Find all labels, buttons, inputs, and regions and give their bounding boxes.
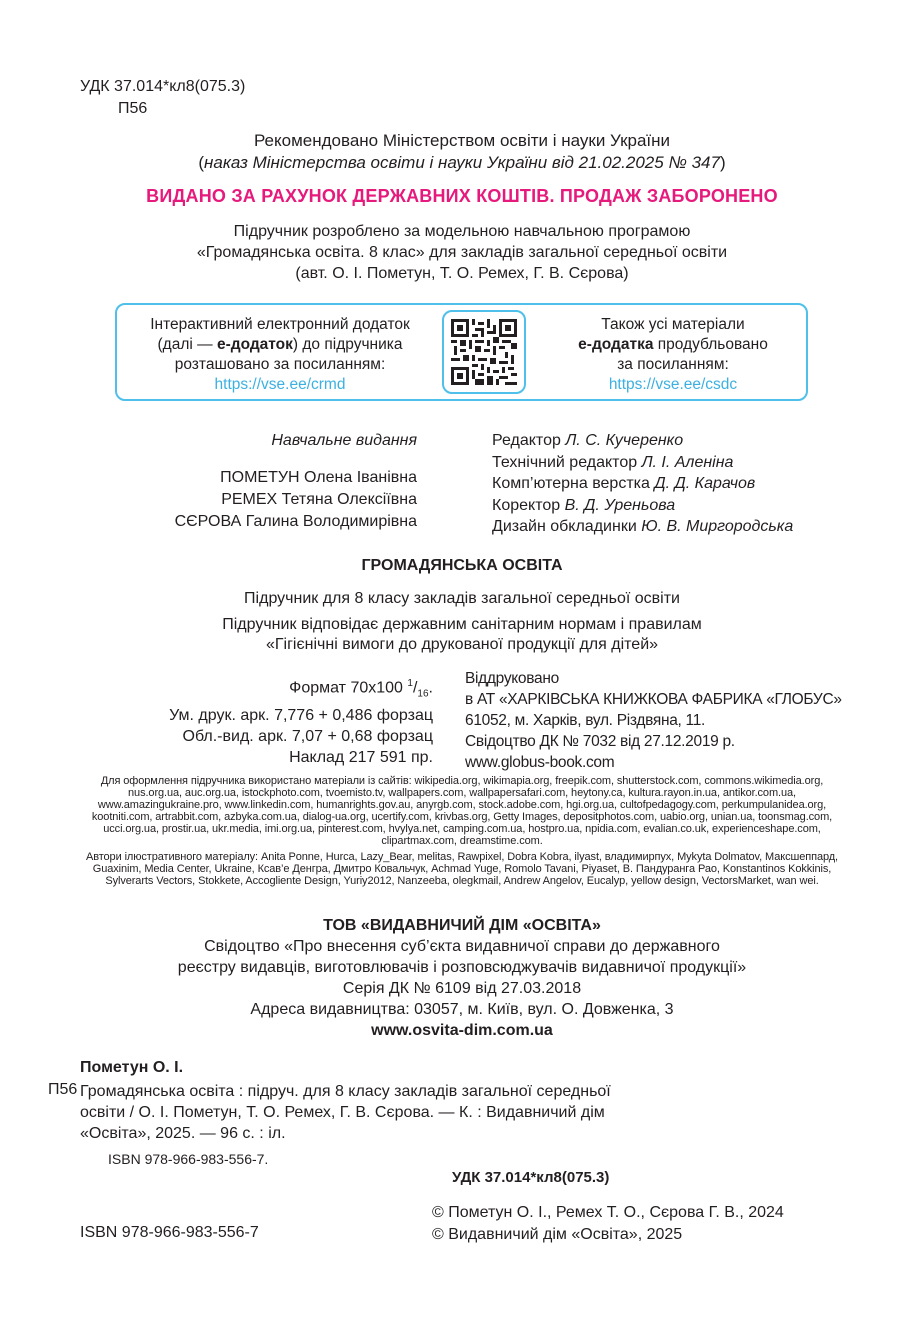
author-name: СЄРОВА Галина Володимирівна — [174, 513, 417, 530]
edodatok-left-line1: Інтерактивний електронний додаток — [150, 316, 410, 333]
staff-role: Технічний редактор — [492, 453, 642, 471]
staff-role: Дизайн обкладинки — [492, 518, 642, 535]
book-description — [0, 589, 924, 655]
image-sources: Для оформлення підручника використано матеріали із сайтів: wikipedia.org, wikimapia.org, freepik.com, shutterstock.com, commons.wikimedia.org, nus.org.ua, auc.org.ua, istockphoto.com, tvoemisto.tv, wallpapers.com, wallpapersafari.com, heytony.ca, kultura.rayon.in.ua, antikor.com.ua, www.amazingukraine.pro, www.linkedin.com, humanrights.gov.au, anyrgb.com, stock.adobe.com, hgi.org.ua, cultofpedagogy.com, perkumpulanidea.org, kootniti.com, artrabbit.com, azbyka.com.ua, dialog-ua.org, ucertify.com, krivbas.org, Getty Images, depositphotos.com, uabio.org, unian.ua, toonsmag.com, ucci.org.ua, prostir.ua, ukr.media, imi.org.ua, pinterest.com, hvylya.net, camping.com.ua, hostpro.ua, npidia.com, evalian.co.uk, experienceshape.com, clipartmax.com, dreamstime.com. — [91, 775, 833, 847]
print-run: Наклад 217 591 пр. — [289, 748, 433, 766]
printer-line2: в АТ «ХАРКІВСЬКА КНИЖКОВА ФАБРИКА «ГЛОБУС» — [465, 691, 842, 708]
copyright-block — [432, 1202, 784, 1246]
paid-notice: ВИДАНО ЗА РАХУНОК ДЕРЖАВНИХ КОШТІВ. ПРОДАЖ ЗАБОРОНЕНО — [146, 186, 778, 206]
staff-name: Л. С. Кучеренко — [565, 432, 684, 449]
catalog-index: П56 — [48, 1081, 78, 1098]
qr-code-icon[interactable] — [451, 319, 517, 390]
format-text: Формат 70x100 — [289, 679, 403, 697]
edodatok-right-line3: за посиланням: — [617, 356, 729, 373]
index-top: П56 — [118, 100, 148, 117]
staff-row — [492, 495, 912, 517]
edodatok-left-line3: розташовано за посиланням: — [174, 356, 386, 373]
isbn: ISBN 978-966-983-556-7 — [80, 1224, 259, 1241]
illustration-authors: Автори ілюстративного матеріалу: Anita Ponne, Hurca, Lazy_Bear, melitas, Rawpixel, Dobra Kobra, ilyast, владимирпух, Mykyta Dolmatov, Максшеппард, Guaxinim, Media Center, Ukraine, Ксав’е Денгра, Дмитро Ковальчук, Achmad Yuge, Romolo Tavani, Piyaset, В. Пандуранга Рао, Konstantinos Kokkinis, Sylverarts Vectors, Stokkete, Accogliente Design, Yuriy2012, Nanzeeba, olegkmail, Andrew Angelov, Eucalyp, yellow design, VectorsMarket, wan wei. — [85, 851, 838, 887]
staff-role: Комп’ютерна верстка — [492, 475, 655, 492]
publisher-line3: реєстру видавців, виготовлювачів і розповсюджувачів видавничої продукції» — [177, 959, 747, 976]
publisher-block — [0, 915, 924, 1041]
edodatok-left-line2 — [125, 335, 435, 355]
edodatok-right-line2 — [548, 335, 798, 355]
staff-row — [492, 516, 912, 538]
catalog-udk: УДК 37.014*кл8(075.3) — [452, 1169, 610, 1186]
frac-num: 1 — [407, 678, 413, 689]
printer-line4: Свідоцтво ДК № 7032 від 27.12.2019 р. — [465, 733, 735, 750]
format-block — [90, 673, 433, 768]
paren-open: ( — [198, 153, 205, 172]
copyright-line: © Пометун О. І., Ремех Т. О., Сєрова Г. В., 2024 — [432, 1204, 784, 1221]
frac-den: 16 — [417, 688, 429, 700]
paren-close: ) — [719, 153, 726, 172]
printer-line3: 61052, м. Харків, вул. Різдвяна, 11. — [465, 712, 706, 729]
text: продубльовано — [653, 336, 768, 353]
program-line2: «Громадянська освіта. 8 клас» для закладів загальної середньої освіти — [196, 244, 728, 261]
subject-title: ГРОМАДЯНСЬКА ОСВІТА — [361, 557, 563, 574]
edodatok-link-2[interactable]: https://vse.ee/csdc — [608, 376, 738, 393]
catalog-isbn: ISBN 978-966-983-556-7. — [108, 1151, 269, 1167]
staff-role: Коректор — [492, 496, 565, 514]
program-line1: Підручник розроблено за модельною навчальною програмою — [233, 223, 691, 240]
udk-top: УДК 37.014*кл8(075.3) — [80, 78, 246, 95]
staff-name: Ю. В. Миргородська — [641, 518, 794, 535]
publisher-line2: Свідоцтво «Про внесення суб’єкта видавничої справи до державного — [204, 938, 720, 955]
publisher-address: Адреса видавництва: 03057, м. Київ, вул. О. Довженка, 3 — [250, 1001, 674, 1018]
author-name: РЕМЕХ Тетяна Олексіївна — [221, 491, 417, 508]
publisher-site[interactable]: www.osvita-dim.com.ua — [371, 1022, 553, 1039]
recommendation — [0, 130, 924, 174]
edodatok-link-1[interactable]: https://vse.ee/crmd — [214, 376, 346, 393]
recommendation-line2 — [0, 152, 924, 174]
staff-name: Д. Д. Карачов — [654, 475, 756, 492]
edodatok-right — [548, 315, 798, 395]
staff-row — [492, 430, 912, 452]
edodatok-left — [125, 315, 435, 395]
text: ) до підручника — [292, 336, 403, 353]
copyright-line: © Видавничий дім «Освіта», 2025 — [432, 1226, 683, 1243]
printer-line1: Віддруковано — [465, 670, 559, 687]
printer-block — [465, 668, 885, 773]
printer-line5: www.globus-book.com — [465, 754, 615, 771]
staff-role: Редактор — [492, 432, 566, 449]
edodatok-right-line1: Також усі матеріали — [601, 316, 745, 333]
publisher-line4: Серія ДК № 6109 від 27.03.2018 — [342, 980, 582, 997]
text: (далі — — [157, 336, 217, 353]
staff-block — [492, 430, 912, 538]
order-text: наказ Міністерства освіти і науки України від 21.02.2025 № 347 — [204, 153, 720, 172]
format-line: Формат 70x100 $^1/_{16}$. — [289, 678, 433, 700]
staff-row — [492, 473, 912, 495]
catalog-author: Пометун О. І. — [80, 1059, 184, 1076]
authors-block — [90, 430, 417, 533]
book-desc-line1: Підручник для 8 класу закладів загальної середньої освіти — [244, 590, 680, 607]
program-info — [0, 221, 924, 284]
publish-sheets: Обл.-вид. арк. 7,07 + 0,68 форзац — [182, 727, 433, 745]
program-line3: (авт. О. І. Пометун, Т. О. Ремех, Г. В. Сєрова) — [295, 265, 629, 282]
staff-name: Л. І. Аленіна — [641, 453, 734, 471]
staff-row — [492, 452, 912, 474]
publisher-name: ТОВ «ВИДАВНИЧИЙ ДІМ «ОСВІТА» — [323, 917, 601, 934]
edition-label: Навчальне видання — [271, 432, 417, 449]
edodatok-term: е-додатка — [578, 336, 654, 353]
book-desc-line2: Підручник відповідає державним санітарним нормам і правилам — [222, 616, 702, 633]
author-name: ПОМЕТУН Олена Іванівна — [220, 469, 417, 486]
staff-name: В. Д. Уреньова — [564, 496, 676, 514]
catalog-text: Громадянська освіта : підруч. для 8 класу закладів загальної середньої освіти / О. І. Пометун, Т. О. Ремех, Г. В. Сєрова. — К. : Видавничий дім «Освіта», 2025. — 96 с. : іл. — [80, 1083, 611, 1142]
print-sheets: Ум. друк. арк. 7,776 + 0,486 форзац — [169, 706, 433, 724]
book-desc-line3: «Гігієнічні вимоги до друкованої продукції для дітей» — [265, 636, 659, 653]
edodatok-term: е-додаток — [216, 336, 293, 353]
recommendation-line1: Рекомендовано Міністерством освіти і науки України — [253, 131, 671, 150]
